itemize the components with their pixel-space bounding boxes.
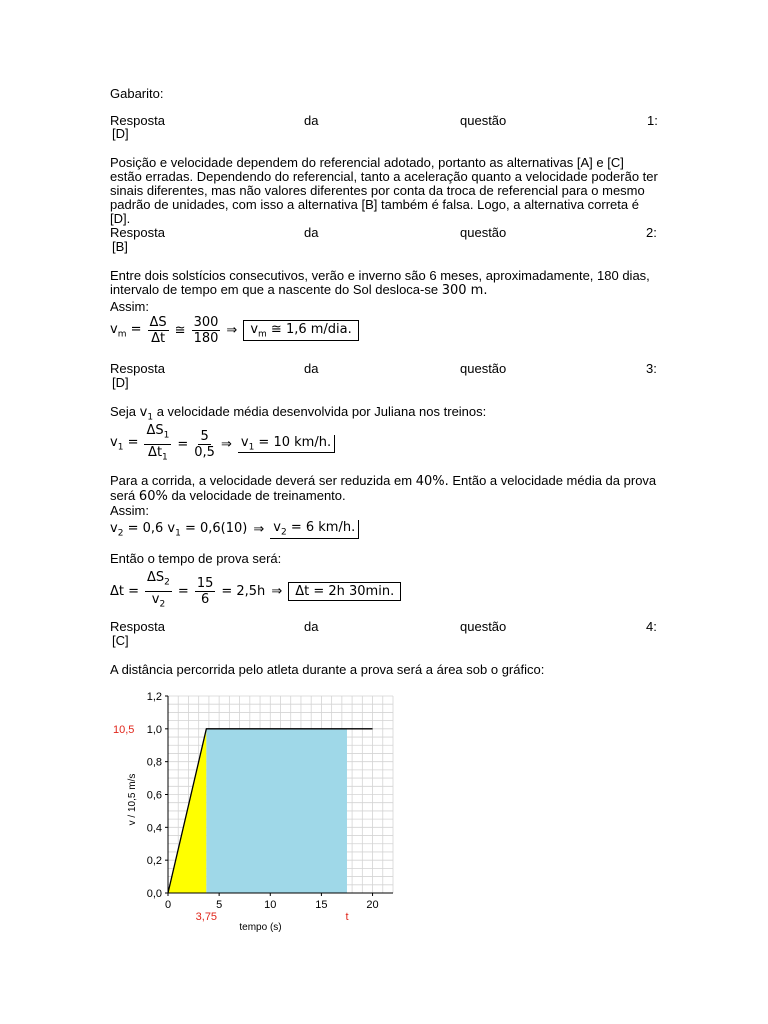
y-tick-label: 0,0 xyxy=(146,888,162,900)
q2-assim: Assim: xyxy=(110,299,149,314)
q2-explanation: Entre dois solstícios consecutivos, verão e inverno são 6 meses, aproximadamente, 180 dias, intervalo de tempo em que a nascente do Sol desloca-se 300 m. xyxy=(110,268,650,298)
q2-result-box: $v_m$ ≅ 1,6 m/dia. xyxy=(243,320,358,342)
answer-da: da xyxy=(304,225,319,240)
annotation-x-3: t xyxy=(345,911,349,923)
x-tick-label: 0 xyxy=(164,899,172,911)
answer-number: 2: xyxy=(646,225,657,240)
q3-equation-1: $v_1$ = $\frac{\Delta S_1}{\Delta t_1}$ = $\frac{5}{0,5}$ ⇒ $v_1 = 10$ km/h. xyxy=(110,423,335,465)
q3-paragraph-2a: Para a corrida, a velocidade deverá ser reduzida em 40%. Então a velocidade média da prova xyxy=(110,473,657,489)
x-axis-label: tempo (s) xyxy=(239,922,282,933)
x-tick-label: 10 xyxy=(264,899,277,911)
answer-da: da xyxy=(304,361,319,376)
q3-line1: Seja $v_1$ a velocidade média desenvolvida por Juliana nos treinos: xyxy=(110,404,487,423)
q3-equation-2: $v_2 = 0,6$ $v_1 = 0,6(10)$ ⇒ $v_2 = 6$ km/h. xyxy=(110,520,359,539)
answer-number: 4: xyxy=(646,619,657,634)
answer-label: Resposta xyxy=(110,361,165,376)
answer-number: 3: xyxy=(646,361,657,376)
q1-explanation: Posição e velocidade dependem do referencial adotado, portanto as alternativas [A] e [C] estão erradas. Dependendo do referencial, tanto a aceleração quanto a velocidade poderão ter sinais diferentes, mas não valores diferentes por conta da troca de referencial para o mesmo padrão de unidades, com isso a alternativa [B] também é falsa. Logo, a alternativa correta é [D]. xyxy=(110,155,658,226)
x-tick-label: 20 xyxy=(366,899,379,911)
annotation-velocity-value: 10,5 xyxy=(113,723,135,736)
q3-paragraph-3: Então o tempo de prova será: xyxy=(110,551,282,566)
y-tick-label: 0,6 xyxy=(146,789,162,802)
q3-result-1: $v_1 = 10$ km/h. xyxy=(238,435,335,454)
q3-result-3: Δt = 2h 30min. xyxy=(288,582,401,601)
q2-distance: 300 m. xyxy=(441,283,488,298)
y-tick-label: 1,2 xyxy=(146,691,162,703)
answer-label: Resposta xyxy=(110,619,165,634)
x-tick-label: 5 xyxy=(216,899,223,911)
answer-da: da xyxy=(304,619,319,634)
answer-label: Resposta xyxy=(110,225,165,240)
q3-equation-3: Δt = $\frac{\Delta S_2}{v_2}$ = $\frac{15}{6}$ = 2,5h ⇒ Δt = 2h 30min. xyxy=(110,570,401,612)
answer-questao: questão xyxy=(460,619,507,634)
q4-explanation: A distância percorrida pelo atleta durante a prova será a área sob o gráfico: xyxy=(110,662,545,677)
answer-questao: questão xyxy=(460,113,507,128)
velocity-time-chart xyxy=(105,685,415,940)
answer-letter: [B] xyxy=(112,239,128,254)
y-tick-label: 0,4 xyxy=(146,822,162,835)
q3-paragraph-2b: será 60% da velocidade de treinamento. xyxy=(110,488,346,504)
y-tick-label: 0,2 xyxy=(146,855,162,868)
y-tick-label: 0,8 xyxy=(146,756,162,769)
answer-questao: questão xyxy=(460,225,507,240)
y-tick-label: 1,0 xyxy=(146,723,162,736)
answer-letter: [C] xyxy=(112,633,129,648)
y-axis-label: v / 10,5 m/s xyxy=(127,773,138,826)
q3-result-2: $v_2 = 6$ km/h. xyxy=(270,520,359,539)
answer-letter: [D] xyxy=(112,126,129,141)
page-header: Gabarito: xyxy=(110,86,164,101)
q3-assim: Assim: xyxy=(110,503,149,518)
q2-equation: $v_m$ = $\frac{\Delta S}{\Delta t}$ ≅ $\frac{300}{180}$ ⇒ $v_m$ ≅ 1,6 m/dia. xyxy=(110,315,359,346)
area-region-2 xyxy=(206,729,347,893)
annotation-x-2: 3,75 xyxy=(195,911,218,923)
answer-da: da xyxy=(304,113,319,128)
answer-questao: questão xyxy=(460,361,507,376)
x-tick-label: 15 xyxy=(315,899,328,911)
answer-label: Resposta xyxy=(110,113,165,128)
answer-letter: [D] xyxy=(112,375,129,390)
answer-number: 1: xyxy=(647,113,658,128)
